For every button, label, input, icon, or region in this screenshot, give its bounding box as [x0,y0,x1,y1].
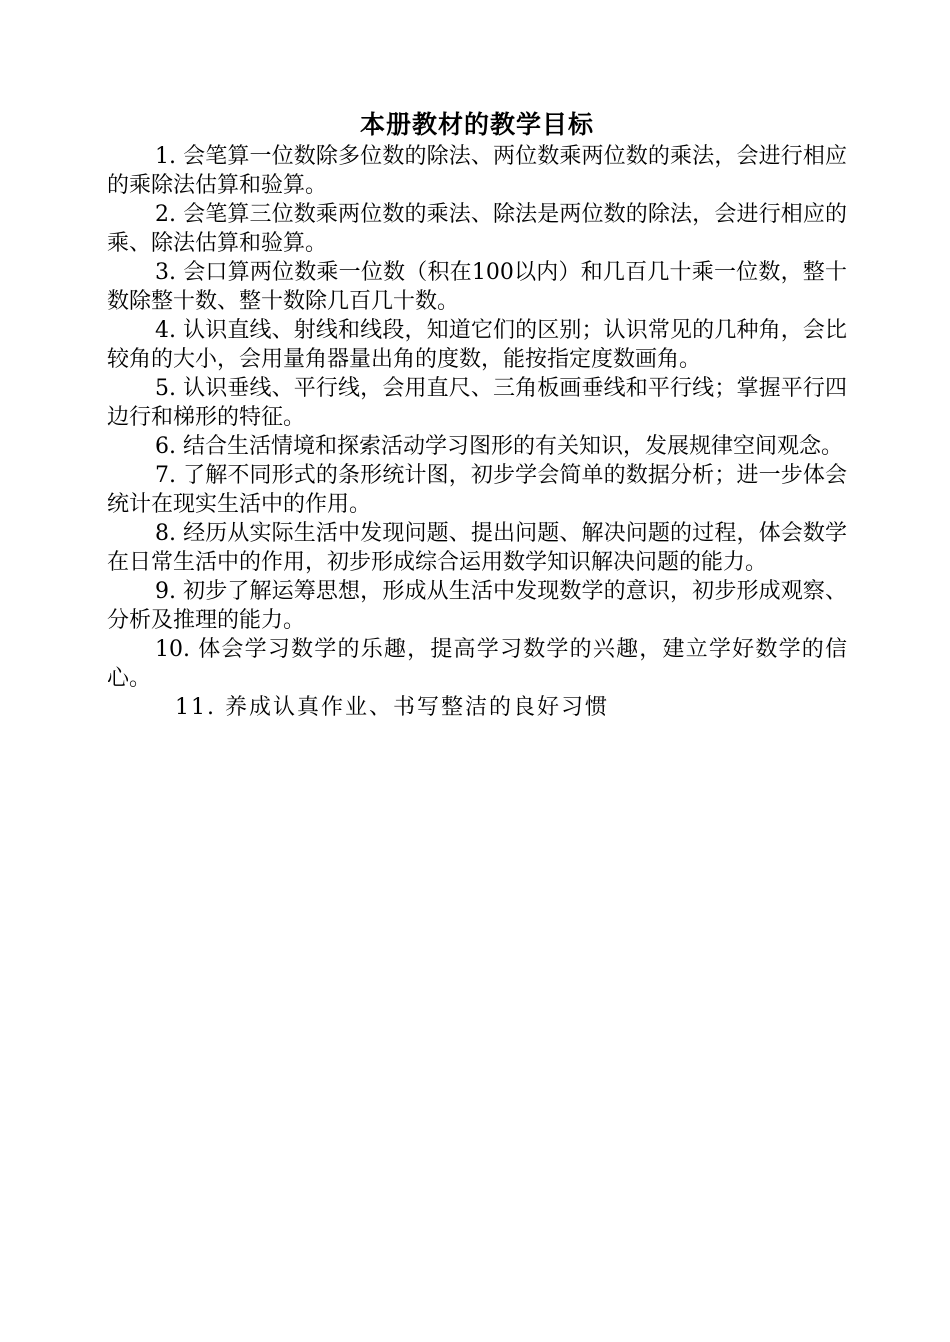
goal-item-4: 4. 认识直线、射线和线段，知道它们的区别；认识常见的几种角，会比较角的大小，会用量角器量出角的度数，能按指定度数画角。 [107,318,847,372]
goal-item-10: 10. 体会学习数学的乐趣，提高学习数学的兴趣，建立学好数学的信心。 [107,637,847,691]
goal-item-9: 9. 初步了解运筹思想，形成从生活中发现数学的意识，初步形成观察、分析及推理的能力。 [107,579,847,633]
goal-item-7: 7. 了解不同形式的条形统计图，初步学会简单的数据分析；进一步体会统计在现实生活中的作用。 [107,463,847,517]
goal-item-3: 3. 会口算两位数乘一位数（积在100以内）和几百几十乘一位数，整十数除整十数、整十数除几百几十数。 [107,260,847,314]
goal-item-2: 2. 会笔算三位数乘两位数的乘法、除法是两位数的除法，会进行相应的乘、除法估算和验算。 [107,202,847,256]
document-title: 本册教材的教学目标 [359,110,594,139]
document-page [107,108,847,722]
goal-item-1: 1. 会笔算一位数除多位数的除法、两位数乘两位数的乘法，会进行相应的乘除法估算和验算。 [107,144,847,198]
goal-item-5: 5. 认识垂线、平行线，会用直尺、三角板画垂线和平行线；掌握平行四边行和梯形的特征。 [107,376,847,430]
goal-item-6: 6. 结合生活情境和探索活动学习图形的有关知识，发展规律空间观念。 [155,434,843,459]
goal-item-11: 11. 养成认真作业、书写整洁的良好习惯 [175,695,609,720]
goal-item-8: 8. 经历从实际生活中发现问题、提出问题、解决问题的过程，体会数学在日常生活中的作用，初步形成综合运用数学知识解决问题的能力。 [107,521,847,575]
